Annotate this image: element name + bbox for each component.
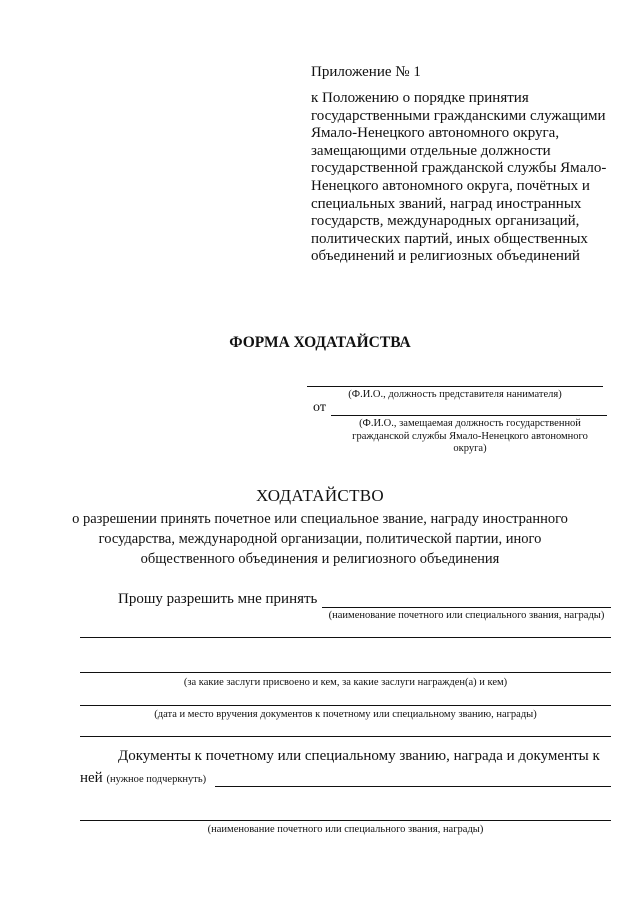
from-caption: (Ф.И.О., замещаемая должность государственной гражданской службы Ямало-Ненецкого автономного округа) — [352, 418, 588, 454]
award-line — [322, 607, 611, 608]
documents-caption: (наименование почетного или специального звания, награды) — [207, 824, 484, 835]
addressee-line — [307, 386, 603, 387]
award-caption: (наименование почетного или специального звания, награды) — [328, 610, 605, 621]
date-caption: (дата и место вручения документов к почетному или специальному званию, награды) — [154, 709, 537, 720]
date-line-2 — [80, 736, 611, 737]
merit-caption: (за какие заслуги присвоено и кем, за какие заслуги награжден(а) и кем) — [183, 677, 508, 688]
date-line — [80, 705, 611, 706]
petition-subheading: о разрешении принять почетное или специальное звание, награду иностранного государства, международной организации, политической партии, иного общественного объединения и религиозного объединения — [72, 511, 568, 567]
documents-line — [215, 786, 611, 787]
documents-note: (нужное подчеркнуть) — [106, 774, 207, 785]
documents-name-line — [80, 820, 611, 821]
documents-text-2 — [80, 770, 206, 787]
appendix-title: Приложение № 1 — [311, 64, 421, 80]
from-label: от — [313, 400, 326, 415]
documents-text: Документы к почетному или специальному званию, награда и документы к — [118, 748, 600, 764]
from-line — [331, 415, 607, 416]
form-title: ФОРМА ХОДАТАЙСТВА — [229, 334, 411, 351]
request-text: Прошу разрешить мне принять — [118, 591, 318, 607]
appendix-text: к Положению о порядке принятия государственными гражданскими служащими Ямало-Ненецкого автономного округа, замещающими отдельные должности государственной гражданской службы Ямало-Ненецкого автономного округа, почётных и специальных званий, наград иностранных государств, международных организаций, политических партий, иных общественных объединений и религиозных объединений — [311, 90, 607, 265]
merit-line — [80, 672, 611, 673]
award-line-2 — [80, 637, 611, 638]
petition-heading: ХОДАТАЙСТВО — [256, 486, 384, 505]
addressee-caption: (Ф.И.О., должность представителя нанимателя) — [348, 389, 562, 400]
documents-text-end: ней — [80, 770, 103, 786]
